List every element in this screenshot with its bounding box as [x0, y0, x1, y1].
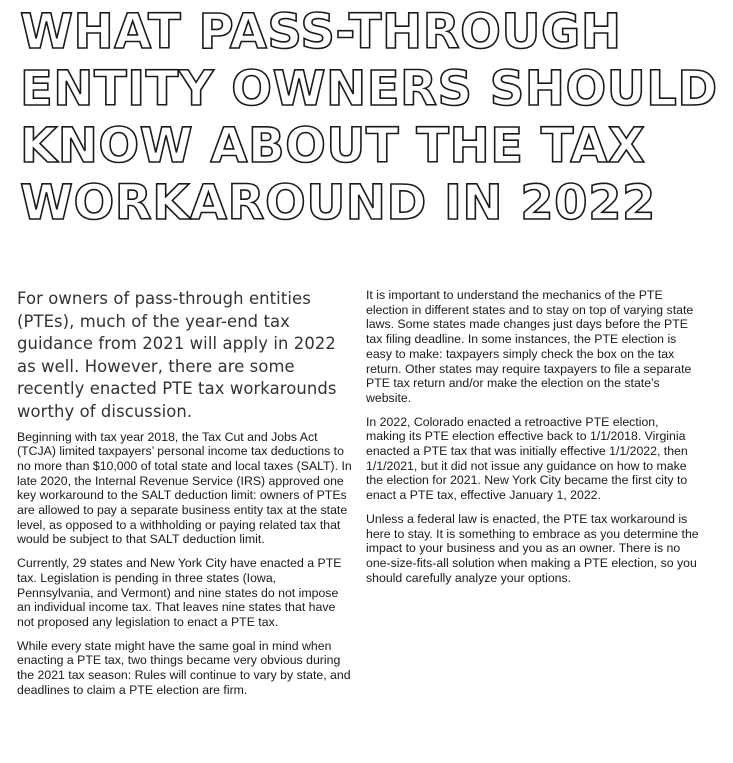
left-column [17, 288, 352, 707]
headline-line: ENTITY OWNERS SHOULD [20, 61, 718, 117]
body-paragraph: In 2022, Colorado enacted a retroactive PTE election, making its PTE election effective back to 1/1/2018. Virginia enacted a PTE tax that was initially effective 1/1/2022, then 1/1/2021, but it did not issue any guidance on how to make the election for 2021. New York City became the first city to enact a PTE tax, effective January 1, 2022. [366, 414, 688, 503]
headline-line: KNOW ABOUT THE TAX [20, 118, 646, 174]
body-paragraph: It is important to understand the mechanics of the PTE election in different states and to stay on top of varying state laws. Some states made changes just days before the PTE tax filing deadline. In some instances, the PTE election is easy to make: taxpayers simply check the box on the tax return. Other states may require taxpayers to file a separate PTE tax return and/or make the election on the state’s website. [366, 288, 694, 405]
headline-line: WORKAROUND IN 2022 [20, 175, 656, 231]
right-column [366, 288, 701, 594]
body-paragraph: Beginning with tax year 2018, the Tax Cut and Jobs Act (TCJA) limited taxpayers’ personal income tax deductions to no more than $10,000 of total state and local taxes (SALT). In late 2020, the Internal Revenue Service (IRS) approved one key workaround to the SALT deduction limit: owners of PTEs are allowed to pay a separate business entity tax at the state level, as opposed to a withholding or paying related tax that would be subject to that SALT deduction limit. [17, 429, 352, 547]
body-paragraph: While every state might have the same goal in mind when enacting a PTE tax, two things became very obvious during the 2021 tax season: Rules will continue to vary by state, and deadlines to claim a PTE election are firm. [17, 638, 351, 697]
intro-paragraph: For owners of pass-through entities (PTEs), much of the year-end tax guidance from 2021 will apply in 2022 as well. However, there are some recently enacted PTE tax workarounds worthy of discussion. [17, 289, 337, 421]
article-headline [20, 4, 720, 232]
headline-line: WHAT PASS-THROUGH [20, 4, 622, 60]
body-paragraph: Currently, 29 states and New York City have enacted a PTE tax. Legislation is pending in three states (Iowa, Pennsylvania, and Vermont) and nine states do not impose an individual income tax. That leaves nine states that have not proposed any legislation to enact a PTE tax. [17, 556, 342, 629]
body-paragraph: Unless a federal law is enacted, the PTE tax workaround is here to stay. It is something to embrace as you determine the impact to your business and you as an owner. There is no one-size-fits-all solution when making a PTE election, so you should carefully analyze your options. [366, 511, 699, 585]
